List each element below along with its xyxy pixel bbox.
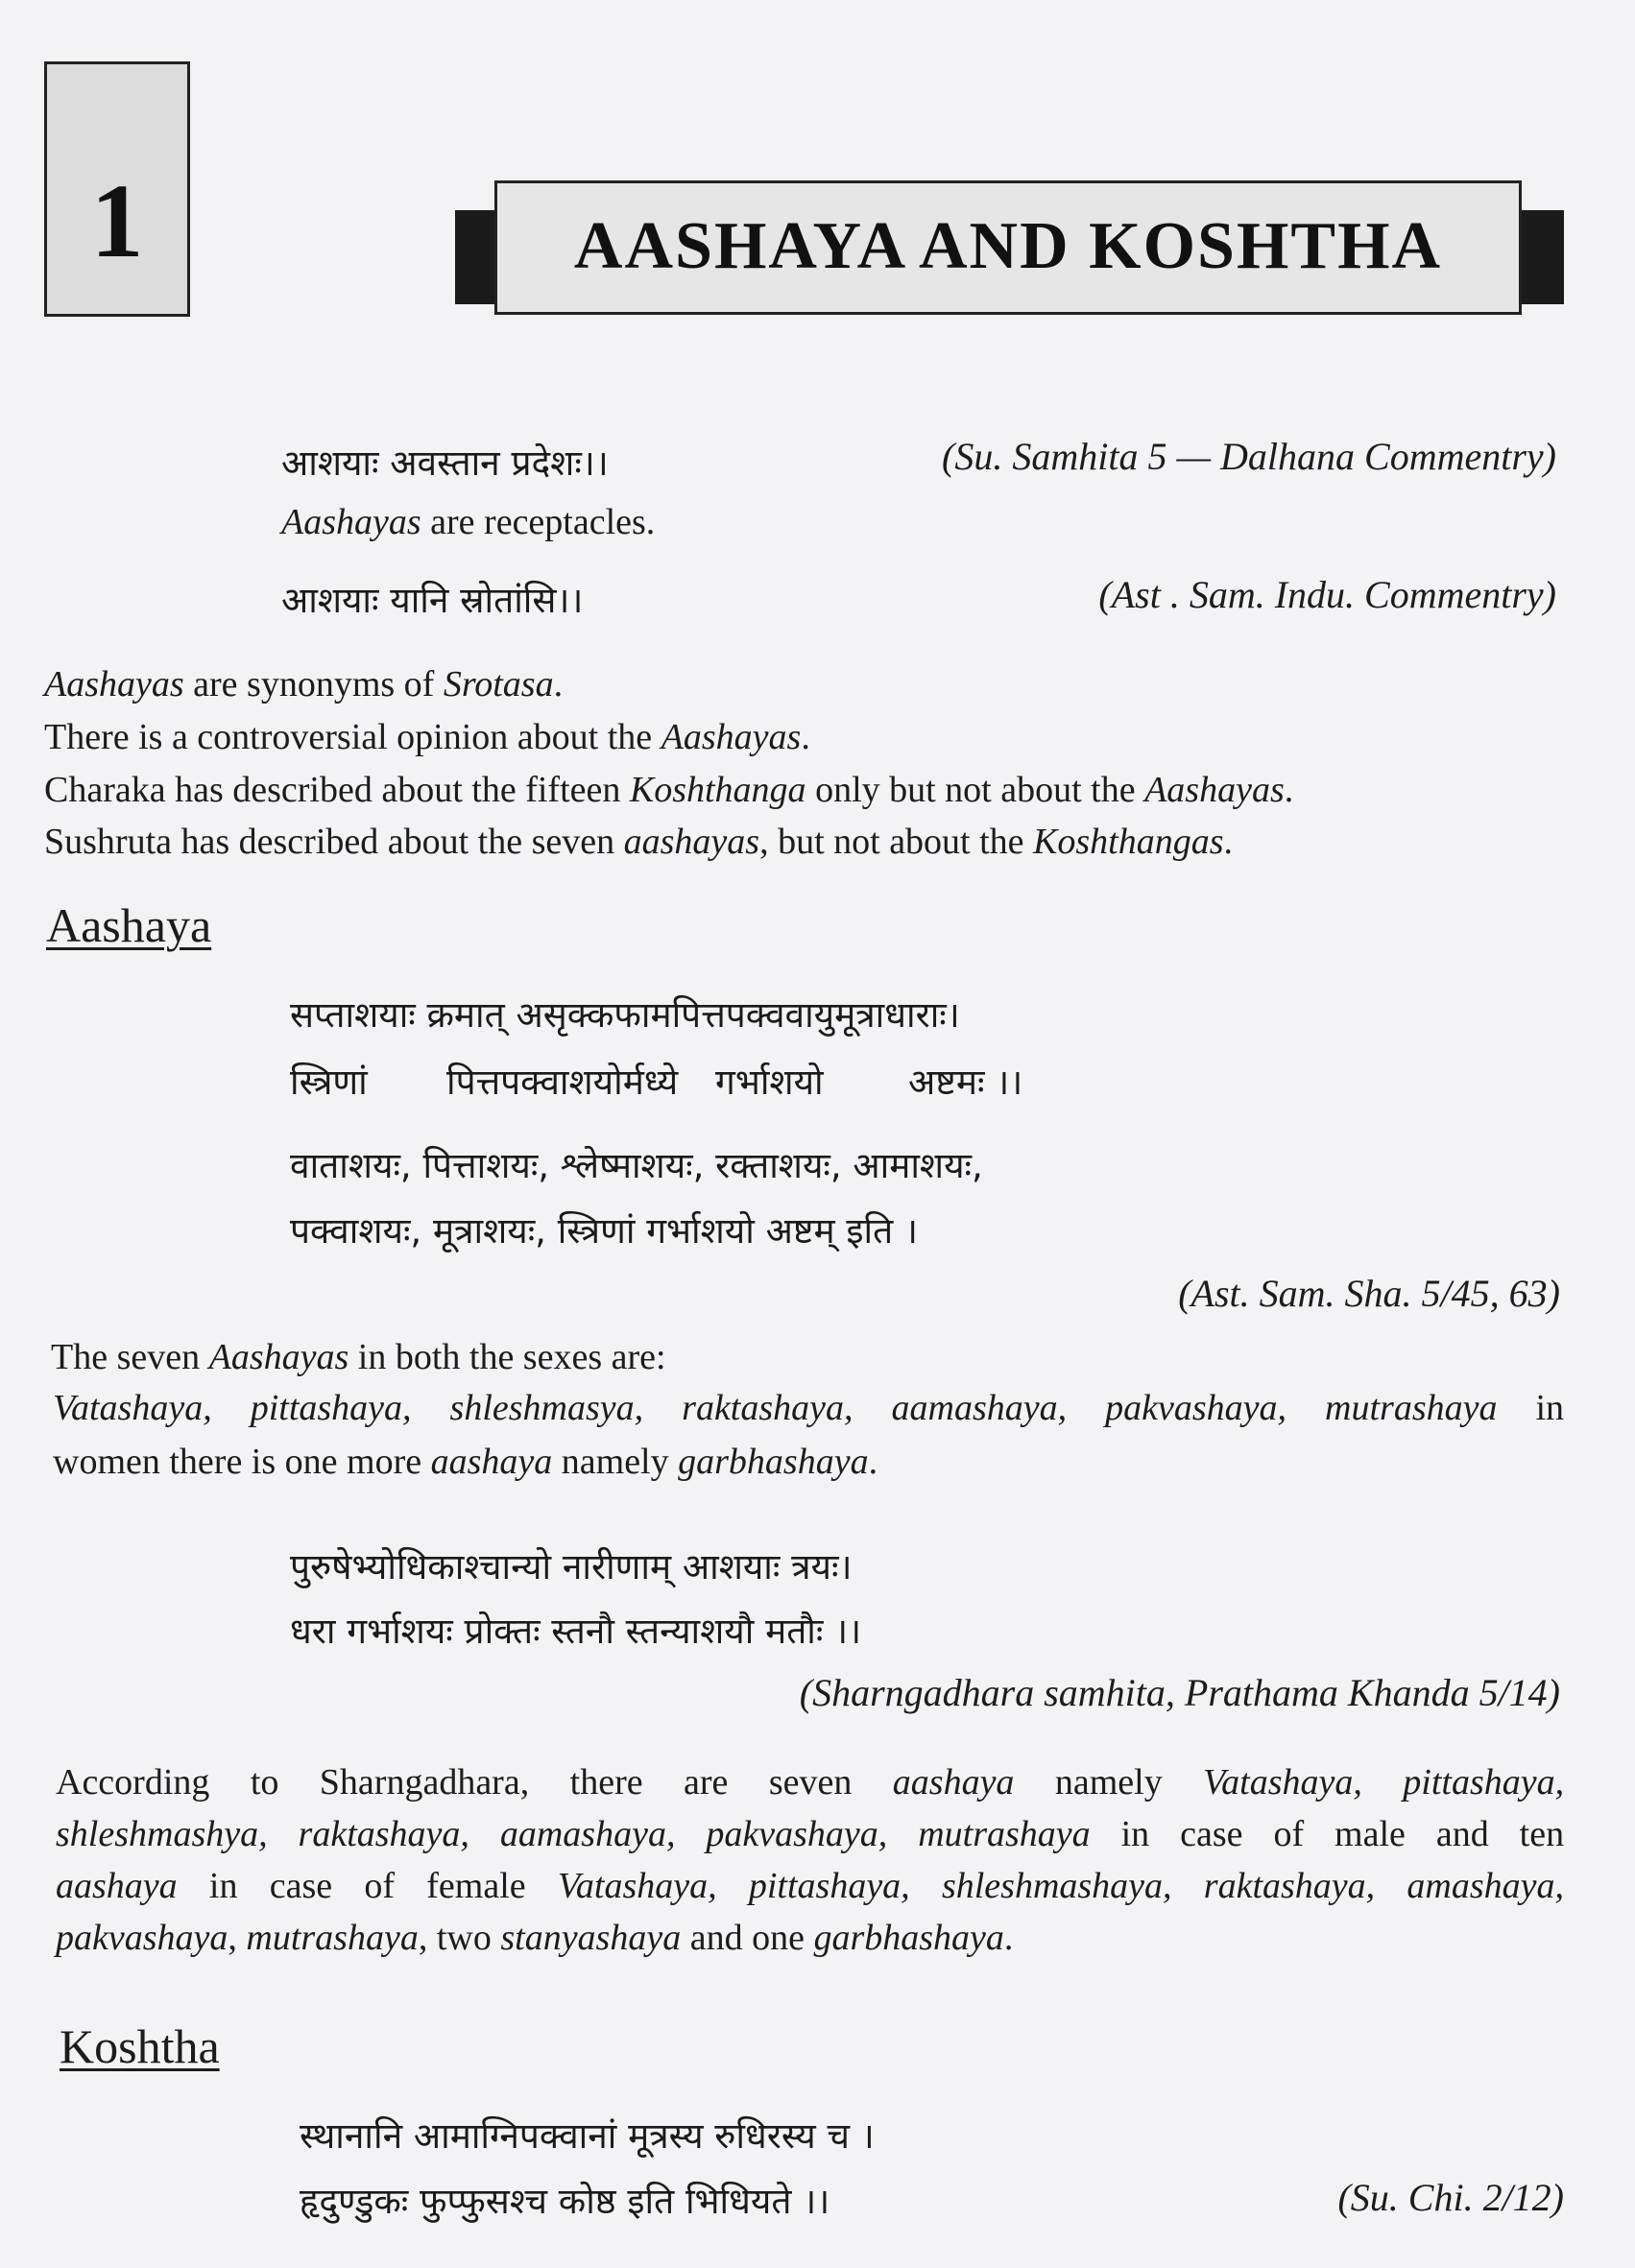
text: in [1120, 1814, 1150, 1854]
text: are synonyms of [183, 664, 444, 704]
text: are [684, 1762, 729, 1802]
term: Koshthanga [629, 770, 806, 810]
text: case [1180, 1814, 1243, 1854]
term: Aashayas [281, 502, 421, 542]
term: Aashayas [661, 717, 802, 757]
text: Charaka has described about the fifteen [44, 770, 630, 810]
text: ten [1519, 1814, 1565, 1854]
text: there [569, 1762, 643, 1802]
term: shleshmashaya, [941, 1866, 1172, 1906]
text: The seven [51, 1337, 209, 1377]
term: aashaya [892, 1762, 1015, 1802]
chapter-number-box [44, 61, 190, 317]
para1-line-1 [44, 658, 563, 710]
text: female [426, 1866, 526, 1906]
term: aashaya [430, 1442, 553, 1482]
text: namely [552, 1442, 679, 1482]
text: Sushruta has described about the seven [44, 822, 624, 862]
text: . [868, 1442, 878, 1482]
term: amashaya, [1407, 1866, 1565, 1906]
term: Aashayas [44, 664, 184, 704]
text: only but not about the [805, 770, 1145, 810]
chapter-title: AASHAYA AND KOSHTHA [573, 209, 1443, 283]
text: seven [768, 1762, 853, 1802]
aashaya-ref: (Ast. Sam. Sha. 5/45, 63) [1178, 1272, 1560, 1315]
term: stanyashaya [500, 1918, 682, 1958]
intro-meaning-1 [281, 496, 655, 548]
aashaya-verse-line-2c: गर्भाशयो [715, 1062, 824, 1103]
text: , but not about the [759, 822, 1034, 862]
text: male [1334, 1814, 1406, 1854]
term: aamashaya, [499, 1814, 676, 1854]
aashaya-quote-line-3 [56, 1860, 1564, 1912]
text: women there is one more [53, 1442, 431, 1482]
term: aamashaya, [891, 1388, 1068, 1428]
text: are receptacles. [421, 502, 656, 542]
term: Srotasa [443, 664, 554, 704]
text: There is a controversial opinion about the [44, 717, 661, 757]
term: Koshthangas [1033, 822, 1224, 862]
section-heading-aashaya: Aashaya [46, 898, 212, 952]
term: aashaya [56, 1866, 178, 1906]
aashaya-para-line-2 [53, 1382, 1564, 1434]
text: to [250, 1762, 279, 1802]
term: mutrashaya [246, 1918, 419, 1958]
term: raktashaya, [298, 1814, 469, 1854]
text: According [56, 1762, 210, 1802]
aashaya-verse-line-2d: अष्टमः ।। [908, 1062, 1023, 1103]
text: . [1003, 1918, 1014, 1958]
term: Vatashaya, [1203, 1762, 1362, 1802]
term: pittashaya, [748, 1866, 910, 1906]
para1-line-2 [44, 711, 810, 763]
term: raktashaya, [1203, 1866, 1376, 1906]
text: , two [418, 1918, 501, 1958]
aashaya-verse-line-2b: पित्तपक्वाशयोर्मध्ये [446, 1062, 679, 1103]
intro-ref-2: (Ast . Sam. Indu. Commentry) [1098, 573, 1556, 616]
term: Aashayas [1144, 770, 1285, 810]
text: in both the sexes are: [349, 1337, 666, 1377]
text: of [364, 1866, 396, 1906]
text: and one [681, 1918, 814, 1958]
intro-verse-2: आशयाः यानि स्रोतांसि।। [281, 580, 584, 621]
text: Sharngadhara, [319, 1762, 530, 1802]
text: . [553, 664, 564, 704]
term: shleshmasya, [449, 1388, 644, 1428]
term: pakvashaya, [706, 1814, 888, 1854]
section-heading-koshtha: Koshtha [60, 2019, 220, 2073]
text: and [1435, 1814, 1489, 1854]
para1-line-4 [44, 816, 1233, 868]
text: . [801, 717, 810, 757]
text: in [208, 1866, 238, 1906]
text: , [228, 1918, 247, 1958]
aashaya-verse-line-4: पक्वाशयः, मूत्राशयः, स्त्रिणां गर्भाशयो अष्टम् इति । [290, 1210, 918, 1252]
text: namely [1054, 1762, 1163, 1802]
aashaya-quote-line-2 [56, 1808, 1564, 1860]
intro-ref-1: (Su. Samhita 5 — Dalhana Commentry) [942, 435, 1556, 478]
aashaya-para-line-3 [53, 1436, 878, 1488]
aashaya-verse-line-3: वाताशयः, पित्ताशयः, श्लेष्माशयः, रक्ताशयः, आमाशयः, [290, 1145, 983, 1186]
aashaya-ref-2: (Sharngadhara samhita, Prathama Khanda 5/14) [799, 1671, 1560, 1714]
aashaya-verse2-line-2: धरा गर्भाशयः प्रोक्तः स्तनौ स्तन्याशयौ मतौः ।। [290, 1611, 862, 1652]
term: Vatashaya, [53, 1388, 212, 1428]
term: mutrashaya [918, 1814, 1091, 1854]
term: shleshmashya, [56, 1814, 268, 1854]
chapter-number: 1 [90, 162, 144, 279]
koshtha-ref: (Su. Chi. 2/12) [1337, 2176, 1564, 2219]
text: case [269, 1866, 333, 1906]
aashaya-para-line-1 [51, 1331, 666, 1383]
aashaya-quote-line-1 [56, 1756, 1564, 1808]
aashaya-verse-line-1: सप्ताशयाः क्रमात् असृक्कफामपित्तपक्ववायुमूत्राधाराः। [290, 994, 960, 1036]
aashaya-verse-line-2a: स्त्रिणां [290, 1062, 368, 1103]
term: Vatashaya, [557, 1866, 717, 1906]
term: garbhashaya [678, 1442, 869, 1482]
koshtha-verse-line-1: स्थानानि आमाग्निपक्वानां मूत्रस्य रुधिरस्य च । [300, 2115, 875, 2157]
koshtha-verse-line-2: हृदुण्डुकः फुप्फुसश्च कोष्ठ इति भिधियते ।। [300, 2181, 830, 2222]
term: pakvashaya, [1105, 1388, 1287, 1428]
term: raktashaya, [682, 1388, 854, 1428]
para1-line-3 [44, 764, 1293, 816]
term: aashayas [623, 822, 760, 862]
text: in [1535, 1388, 1565, 1428]
term: pittashaya, [1403, 1762, 1565, 1802]
term: Aashayas [208, 1337, 349, 1377]
aashaya-verse2-line-1: पुरुषेभ्योधिकाश्चान्यो नारीणाम् आशयाः त्रयः। [290, 1546, 853, 1588]
intro-verse-1: आशयाः अवस्तान प्रदेशः।। [281, 442, 609, 484]
text: . [1223, 822, 1234, 862]
term: pittashaya, [250, 1388, 412, 1428]
text: . [1284, 770, 1294, 810]
title-banner [494, 180, 1522, 315]
term: garbhashaya [813, 1918, 1004, 1958]
aashaya-quote-line-4 [56, 1912, 1013, 1964]
term: mutrashaya [1325, 1388, 1498, 1428]
text: of [1273, 1814, 1305, 1854]
term: pakvashaya [56, 1918, 228, 1958]
